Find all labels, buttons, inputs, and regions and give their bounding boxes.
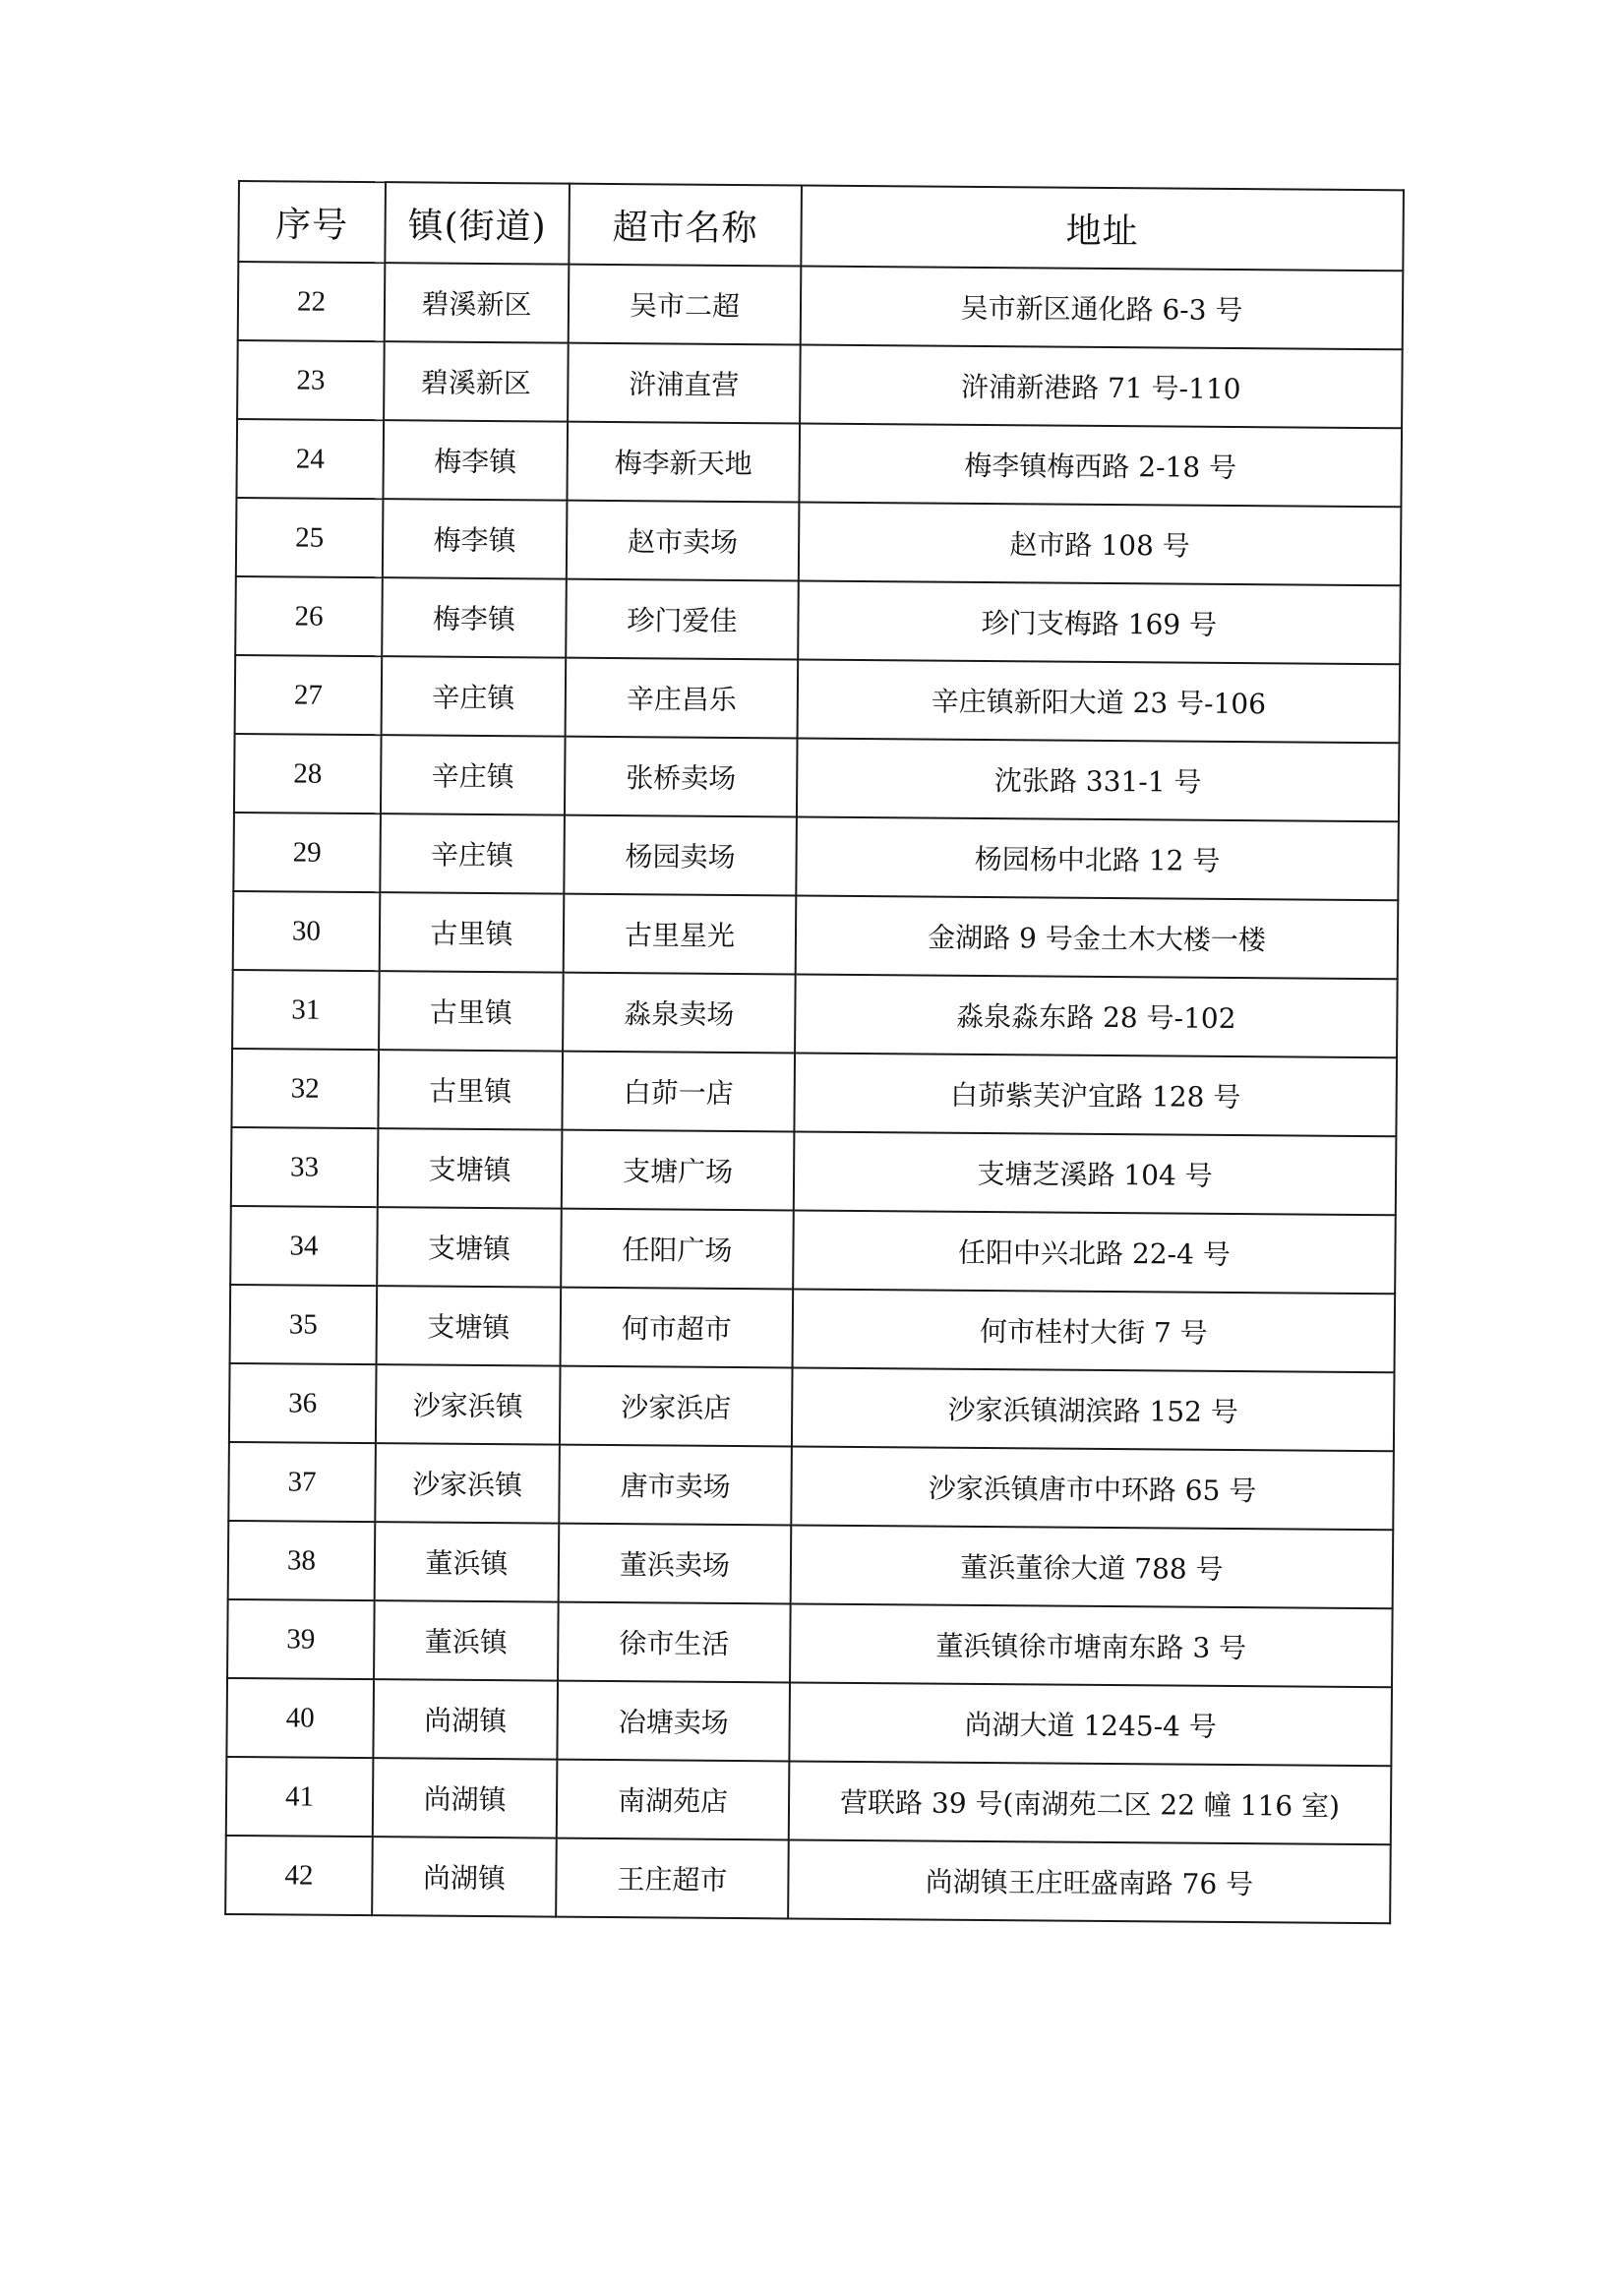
table-header-row (238, 181, 1404, 271)
table-row (230, 1206, 1396, 1294)
cell-town: 支塘镇 (377, 1286, 562, 1365)
cell-address: 珍门支梅路 169 号 (798, 580, 1401, 664)
cell-address: 梅李镇梅西路 2-18 号 (799, 423, 1402, 507)
table-row (238, 262, 1404, 349)
table-row (237, 340, 1403, 428)
cell-store-name: 古里星光 (564, 894, 797, 975)
cell-address: 任阳中兴北路 22-4 号 (793, 1210, 1396, 1294)
cell-store-name: 南湖苑店 (557, 1760, 790, 1840)
cell-address: 沙家浜镇唐市中环路 65 号 (791, 1446, 1394, 1530)
cell-index: 42 (225, 1836, 373, 1915)
cell-index: 40 (226, 1678, 374, 1758)
cell-address: 沈张路 331-1 号 (797, 738, 1400, 821)
header-index: 序号 (238, 181, 386, 263)
cell-index: 30 (233, 891, 381, 971)
cell-index: 32 (231, 1049, 379, 1128)
cell-address: 董浜镇徐市塘南东路 3 号 (790, 1603, 1393, 1687)
cell-index: 26 (235, 576, 383, 656)
cell-store-name: 沙家浜店 (560, 1366, 793, 1447)
cell-town: 梅李镇 (383, 420, 568, 500)
supermarket-table (224, 180, 1405, 1924)
cell-index: 41 (226, 1757, 374, 1837)
table-row (230, 1285, 1396, 1372)
cell-town: 古里镇 (379, 971, 564, 1051)
cell-store-name: 唐市卖场 (559, 1445, 792, 1526)
table-row (226, 1757, 1392, 1844)
table-row (233, 891, 1399, 979)
cell-town: 支塘镇 (377, 1207, 562, 1287)
cell-store-name: 辛庄昌乐 (566, 658, 799, 739)
cell-store-name: 张桥卖场 (565, 737, 798, 817)
cell-index: 31 (232, 970, 380, 1050)
cell-town: 沙家浜镇 (375, 1443, 560, 1523)
cell-town: 支塘镇 (378, 1128, 563, 1208)
cell-store-name: 支塘广场 (562, 1130, 795, 1211)
cell-store-name: 王庄超市 (556, 1838, 789, 1919)
cell-town: 古里镇 (380, 892, 565, 972)
cell-address: 赵市路 108 号 (799, 502, 1402, 585)
cell-index: 22 (238, 262, 386, 341)
table-row (236, 498, 1402, 585)
cell-store-name: 白茆一店 (562, 1052, 795, 1132)
cell-town: 碧溪新区 (385, 263, 570, 342)
cell-index: 29 (233, 813, 381, 892)
cell-store-name: 何市超市 (561, 1288, 794, 1368)
cell-address: 董浜董徐大道 788 号 (791, 1525, 1394, 1608)
cell-town: 辛庄镇 (380, 813, 565, 893)
cell-index: 23 (237, 340, 385, 420)
cell-index: 39 (227, 1599, 375, 1679)
cell-store-name: 赵市卖场 (567, 501, 800, 581)
table-body (225, 262, 1403, 1923)
cell-town: 碧溪新区 (384, 341, 569, 421)
table-row (232, 970, 1398, 1057)
table-row (226, 1678, 1392, 1766)
table-row (233, 813, 1399, 900)
header-store-name: 超市名称 (569, 184, 802, 267)
cell-index: 38 (228, 1521, 376, 1600)
cell-town: 尚湖镇 (373, 1758, 558, 1837)
cell-index: 33 (231, 1127, 379, 1207)
cell-index: 36 (229, 1363, 377, 1443)
table-row (235, 655, 1401, 743)
table-row (228, 1442, 1394, 1530)
cell-town: 辛庄镇 (382, 656, 567, 736)
table-row (225, 1836, 1391, 1923)
cell-store-name: 淼泉卖场 (563, 973, 796, 1054)
cell-address: 白茆紫芙沪宜路 128 号 (794, 1053, 1397, 1136)
cell-address: 何市桂村大街 7 号 (793, 1289, 1396, 1372)
table-row (231, 1127, 1397, 1215)
cell-town: 尚湖镇 (373, 1679, 558, 1759)
table-row (231, 1049, 1397, 1136)
cell-town: 古里镇 (378, 1050, 563, 1129)
cell-store-name: 董浜卖场 (559, 1524, 792, 1604)
cell-town: 沙家浜镇 (376, 1364, 561, 1444)
cell-address: 金湖路 9 号金土木大楼一楼 (796, 895, 1399, 979)
cell-town: 董浜镇 (375, 1522, 560, 1601)
table-row (236, 419, 1402, 507)
cell-town: 梅李镇 (383, 499, 568, 578)
cell-index: 35 (230, 1285, 378, 1364)
cell-store-name: 冶塘卖场 (557, 1681, 790, 1762)
cell-index: 25 (236, 498, 384, 577)
table-row (227, 1599, 1393, 1687)
table-row (235, 576, 1401, 664)
cell-address: 沙家浜镇湖滨路 152 号 (792, 1367, 1395, 1451)
cell-store-name: 徐市生活 (558, 1602, 791, 1683)
cell-town: 董浜镇 (374, 1600, 559, 1680)
cell-index: 24 (236, 419, 384, 499)
cell-store-name: 浒浦直营 (568, 343, 801, 424)
cell-address: 营联路 39 号(南湖苑二区 22 幢 116 室) (789, 1761, 1392, 1844)
cell-address: 吴市新区通化路 6-3 号 (801, 266, 1404, 349)
cell-store-name: 任阳广场 (561, 1209, 794, 1290)
cell-index: 27 (235, 655, 383, 735)
cell-store-name: 吴市二超 (569, 265, 802, 345)
cell-index: 37 (228, 1442, 376, 1522)
table-row (228, 1521, 1394, 1608)
cell-index: 28 (234, 734, 382, 813)
cell-store-name: 梅李新天地 (567, 422, 800, 503)
header-address: 地址 (801, 186, 1404, 271)
cell-town: 尚湖镇 (372, 1837, 557, 1916)
cell-address: 辛庄镇新阳大道 23 号-106 (798, 659, 1401, 743)
cell-address: 尚湖大道 1245-4 号 (789, 1682, 1392, 1766)
cell-address: 杨园杨中北路 12 号 (796, 816, 1399, 900)
cell-store-name: 杨园卖场 (564, 815, 797, 896)
cell-store-name: 珍门爱佳 (566, 579, 799, 660)
cell-address: 淼泉淼东路 28 号-102 (795, 974, 1398, 1057)
cell-address: 支塘芝溪路 104 号 (794, 1131, 1397, 1215)
cell-address: 尚湖镇王庄旺盛南路 76 号 (788, 1839, 1391, 1923)
cell-town: 辛庄镇 (381, 735, 566, 814)
header-town: 镇(街道) (385, 182, 570, 264)
cell-index: 34 (230, 1206, 378, 1286)
table-row (234, 734, 1400, 821)
table-row (229, 1363, 1395, 1451)
cell-address: 浒浦新港路 71 号-110 (800, 344, 1403, 428)
cell-town: 梅李镇 (382, 577, 567, 657)
